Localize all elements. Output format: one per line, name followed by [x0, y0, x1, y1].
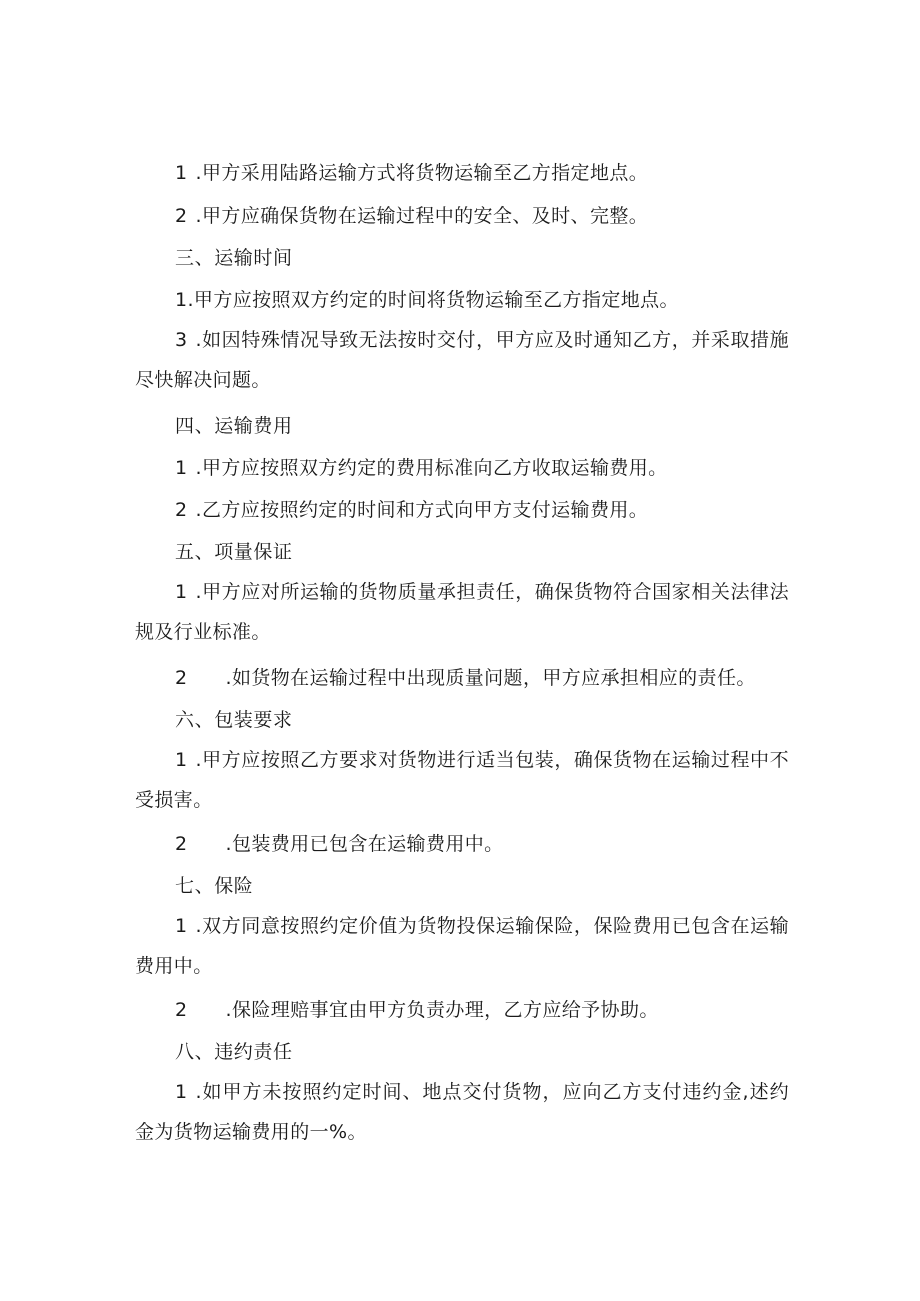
clause-item	[135, 1072, 789, 1152]
clause-item	[135, 572, 789, 652]
clause-number: 3	[175, 329, 188, 351]
clause-text: .甲方应确保货物在运输过程中的安全、及时、完整。	[195, 205, 649, 227]
clause-item	[135, 906, 789, 986]
clause-text: .乙方应按照约定的时间和方式向甲方支付运输费用。	[195, 499, 649, 521]
clause-number: 1	[175, 749, 188, 771]
clause-number: 1	[175, 1081, 188, 1103]
section-heading: 八、违约责任	[175, 1041, 293, 1063]
section-heading: 四、运输费用	[175, 415, 293, 437]
clause-item	[135, 740, 789, 820]
clause-text: .如因特殊情况导致无法按时交付，甲方应及时通知乙方，并采取措施尽快解决问题。	[135, 329, 789, 391]
clause-text: .双方同意按照约定价值为货物投保运输保险，保险费用已包含在运输费用中。	[135, 915, 789, 977]
section-heading: 三、运输时间	[175, 247, 293, 269]
clause-text: .甲方应按照乙方要求对货物进行适当包装，确保货物在运输过程中不受损害。	[135, 749, 789, 811]
section-heading: 七、保险	[175, 875, 254, 897]
clause-text: .包装费用已包含在运输费用中。	[225, 833, 504, 855]
clause-item	[135, 161, 795, 185]
clause-number: 2	[175, 205, 188, 227]
clause-number: 1	[175, 915, 188, 937]
clause-item	[135, 666, 795, 690]
clause-text: .如货物在运输过程中出现质量问题，甲方应承担相应的责任。	[225, 667, 756, 689]
clause-number: 2	[175, 999, 188, 1021]
clause-text: .保险理赔事宜由甲方负责办理，乙方应给予协助。	[225, 999, 659, 1021]
clause-number: 2	[175, 833, 188, 855]
clause-number: 2	[175, 499, 188, 521]
clause-text: .如甲方未按照约定时间、地点交付货物，应向乙方支付违约金,述约金为货物运输费用的一%。	[135, 1081, 789, 1143]
clause-text: 1.甲方应按照双方约定的时间将货物运输至乙方指定地点。	[175, 289, 679, 311]
clause-number: 1	[175, 162, 188, 184]
clause-text: .甲方应对所运输的货物质量承担责任，确保货物符合国家相关法律法规及行业标准。	[135, 581, 789, 643]
clause-item	[135, 998, 795, 1022]
clause-item	[135, 498, 795, 522]
clause-number: 1	[175, 457, 188, 479]
clause-item	[135, 204, 795, 228]
clause-item	[135, 320, 789, 400]
section-heading: 五、项量保证	[175, 541, 293, 563]
clause-item	[135, 456, 795, 480]
section-heading: 六、包装要求	[175, 709, 293, 731]
clause-text: .甲方采用陆路运输方式将货物运输至乙方指定地点。	[195, 162, 649, 184]
clause-number: 1	[175, 581, 188, 603]
clause-number: 2	[175, 667, 188, 689]
clause-item	[135, 832, 795, 856]
clause-item	[135, 288, 795, 312]
clause-text: .甲方应按照双方约定的费用标准向乙方收取运输费用。	[195, 457, 668, 479]
